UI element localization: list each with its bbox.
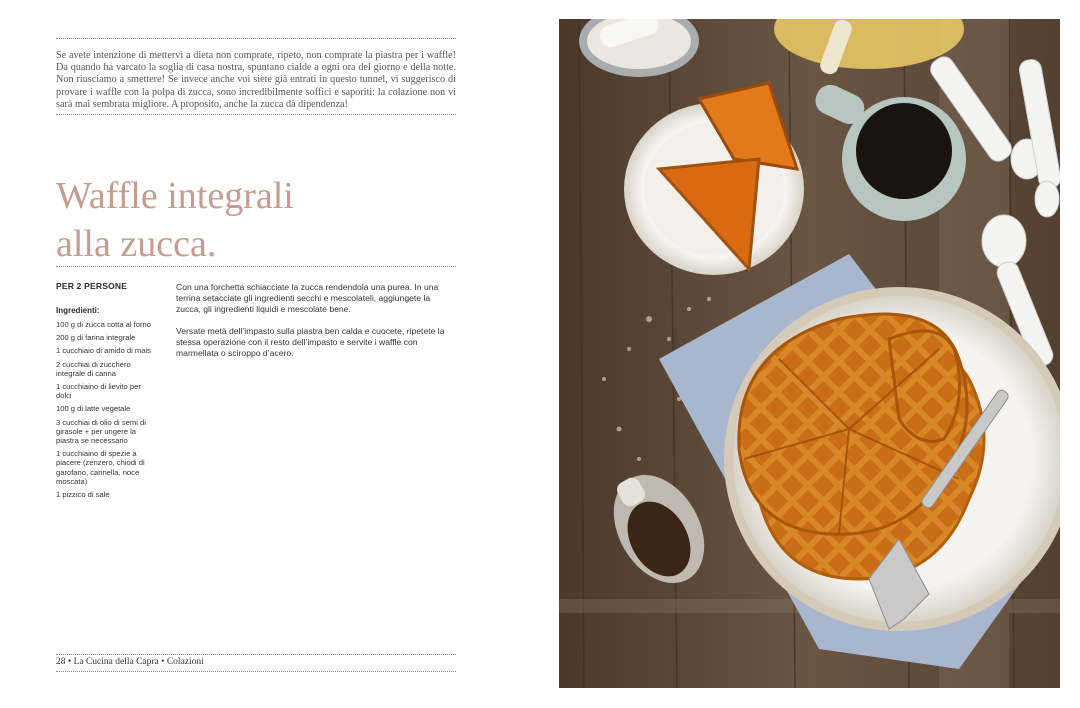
ingredient-item: 2 cucchiai di zucchero integrale di canna	[56, 359, 131, 378]
recipe-title	[56, 172, 456, 268]
ingredient-item: 1 cucchiaino di lievito per dolci	[56, 382, 141, 401]
serves-label: PER 2 PERSONE	[56, 281, 128, 291]
ingredients-title: Ingredienti:	[56, 306, 100, 315]
intro-paragraph: Se avete intenzione di mettervi a dieta non comprate, ripeto, non comprate la piastra per i waffle! Da quando ha varcato la soglia di casa nostra, spuntano cialde a ogni ora del giorno e della notte. Non riusciamo a smettere! Se invece anche voi siete già entrati in questo tunnel, vi suggerisco di provare i waffle con la polpa di zucca, sono incredibilmente soffici e saporiti: la colazione non vi sarà mai sembrata migliore. A proposito, anche la zucca dà dipendenza!	[56, 50, 456, 110]
ingredients-list	[56, 320, 156, 503]
footer-divider-bottom	[56, 671, 456, 672]
title-divider	[56, 266, 456, 267]
ingredient-item: 100 g di latte vegetale	[56, 404, 131, 414]
page-footer: 28 • La Cucina della Capra • Colazioni	[56, 657, 204, 667]
intro-divider	[56, 114, 456, 115]
method-step: Versate metà dell’impasto sulla piastra ben calda e cuocete, ripetete la stessa operazione con il resto dell’impasto e servite i waffle con marmellata o sciroppo d’acero.	[176, 326, 445, 358]
recipe-photo	[559, 19, 1060, 688]
ingredient-item: 3 cucchiai di olio di semi di girasole + per ungere la piastra se necessario	[56, 417, 146, 446]
waffles	[739, 314, 984, 579]
ingredient-item: 100 g di zucca cotta al forno	[56, 320, 151, 329]
ingredient-item: 1 cucchiaino di spezie a piacere (zenzero, chiodi di garofano, cannella, noce moscata)	[56, 449, 145, 486]
recipe-title-line-2: alla zucca.	[56, 223, 217, 265]
ingredient-item: 1 pizzico di sale	[56, 490, 110, 500]
method-text	[176, 282, 456, 370]
footer-divider-top	[56, 654, 456, 655]
method-step: Con una forchetta schiacciate la zucca rendendola una purea. In una terrina setacciate gli ingredienti secchi e mescolateli, aggiungete la zucca, gli ingredienti liquidi e mescolate bene.	[176, 282, 439, 314]
recipe-title-line-1: Waffle integrali	[56, 175, 294, 217]
ingredient-item: 1 cucchiaio di amido di mais	[56, 346, 151, 356]
ingredient-item: 200 g di farina integrale	[56, 333, 136, 343]
top-divider	[56, 38, 456, 39]
